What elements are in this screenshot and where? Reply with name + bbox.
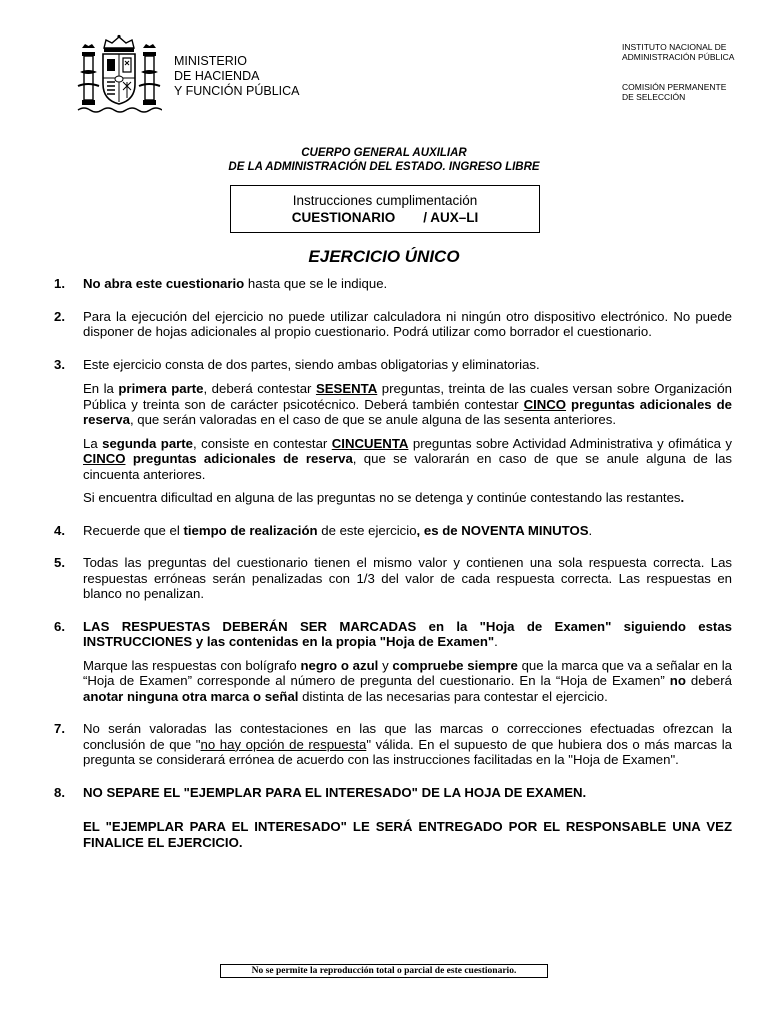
corps-line: DE LA ADMINISTRACIÓN DEL ESTADO. INGRESO LIBRE [228,161,540,173]
item-text: No abra este cuestionario hasta que se le indique. [83,276,388,291]
footer-notice: No se permite la reproducción total o parcial de este cuestionario. [220,964,548,978]
instructions-box [230,185,540,233]
instruction-item-1 [54,276,732,292]
item-paragraph-first-part: En la primera parte, deberá contestar SESENTA preguntas, treinta de las cuales versan sobre Organización Pública y treinta son de carácter psicotécnico. Deberá también contestar CINCO preguntas adicionales de reserva, que serán valoradas en el caso de que se anule alguna de las sesenta anteriores. [83,381,733,427]
instructions-list [54,276,732,867]
item-number: 8. [54,784,65,800]
item-text: Todas las preguntas del cuestionario tienen el mismo valor y contienen una sola respuesta correcta. Las respuestas erróneas serán penalizadas con 1/3 del valor de cada respuesta correcta. Las respuestas en blanco no penalizan. [83,555,732,601]
item-text: NO SEPARE EL "EJEMPLAR PARA EL INTERESADO" DE LA HOJA DE EXAMEN. [83,784,587,800]
instruction-item-2 [54,309,732,340]
commission-name [622,82,734,102]
item-paragraph-difficulty: Si encuentra dificultad en alguna de las preguntas no se detenga y continúe contestando las restantes. [83,490,685,505]
item-paragraph-copy: EL "EJEMPLAR PARA EL INTERESADO" LE SERÁ ENTREGADO POR EL RESPONSABLE UNA VEZ FINALICE EL EJERCICIO. [83,819,732,850]
questionnaire-line [231,209,539,226]
instruction-item-3 [54,357,732,506]
item-text: Recuerde que el tiempo de realización de este ejercicio, es de NOVENTA MINUTOS. [83,522,593,538]
coat-of-arms-icon [76,34,162,114]
item-number: 6. [54,618,65,634]
corps-line: CUERPO GENERAL AUXILIAR [301,147,467,159]
item-paragraph-marking: Marque las respuestas con bolígrafo negro o azul y compruebe siempre que la marca que va a señalar en la “Hoja de Examen” corresponde al número de pregunta del cuestionario. En la “Hoja de Examen” no deberá anotar ninguna otra marca o señal distinta de las necesarias para contestar el ejercicio. [83,657,733,704]
item-text: Este ejercicio consta de dos partes, siendo ambas obligatorias y eliminatorias. [83,356,540,372]
item-number: 7. [54,721,65,736]
corps-title [0,146,768,174]
item-number: 4. [54,522,65,538]
instruction-item-7 [54,721,732,768]
instructions-title: Instrucciones cumplimentación [292,193,478,208]
ministry-line: Y FUNCIÓN PÚBLICA [174,84,300,98]
ministry-name [174,54,300,99]
item-number: 2. [54,308,65,324]
exercise-title: EJERCICIO ÚNICO [308,247,460,266]
commission-line: DE SELECCIÓN [622,92,686,102]
questionnaire-code: / AUX–LI [423,210,479,225]
institute-line: ADMINISTRACIÓN PÚBLICA [622,52,735,62]
item-text: LAS RESPUESTAS DEBERÁN SER MARCADAS en la "Hoja de Examen" siguiendo estas INSTRUCCIONES y las contenidas en la propia "Hoja de Examen". [83,618,732,649]
item-number: 1. [54,276,65,291]
item-text: Para la ejecución del ejercicio no puede utilizar calculadora ni ningún otro dispositivo electrónico. No puede disponer de hojas adicionales al propio cuestionario. Podrá utilizar como borrador el cuestionario. [83,308,732,339]
item-number: 5. [54,555,65,570]
instruction-item-5 [54,555,732,602]
header-right [622,42,734,102]
instruction-item-6 [54,619,732,705]
item-text: No serán valoradas las contestaciones en las que las marcas o correcciones efectuadas ofrezcan la conclusión de que "no hay opción de respuesta" válida. En el supuesto de que hubiera dos o más marcas la pregunta se considerará errónea de acuerdo con las instrucciones facilitadas en la "Hoja de Examen". [83,721,732,767]
instruction-item-4 [54,523,732,539]
institute-line: INSTITUTO NACIONAL DE [622,42,727,52]
instruction-item-8 [54,785,732,851]
item-number: 3. [54,356,65,372]
commission-line: COMISIÓN PERMANENTE [622,82,727,92]
ministry-line: MINISTERIO [174,54,247,68]
ministry-line: DE HACIENDA [174,69,260,83]
institute-name [622,42,734,62]
questionnaire-label: CUESTIONARIO [291,210,396,225]
item-paragraph-second-part: La segunda parte, consiste en contestar CINCUENTA preguntas sobre Actividad Administrativa y ofimática y CINCO preguntas adicionales de reserva, que se valorarán en caso de que se anule alguna de las cincuenta anteriores. [83,435,732,482]
